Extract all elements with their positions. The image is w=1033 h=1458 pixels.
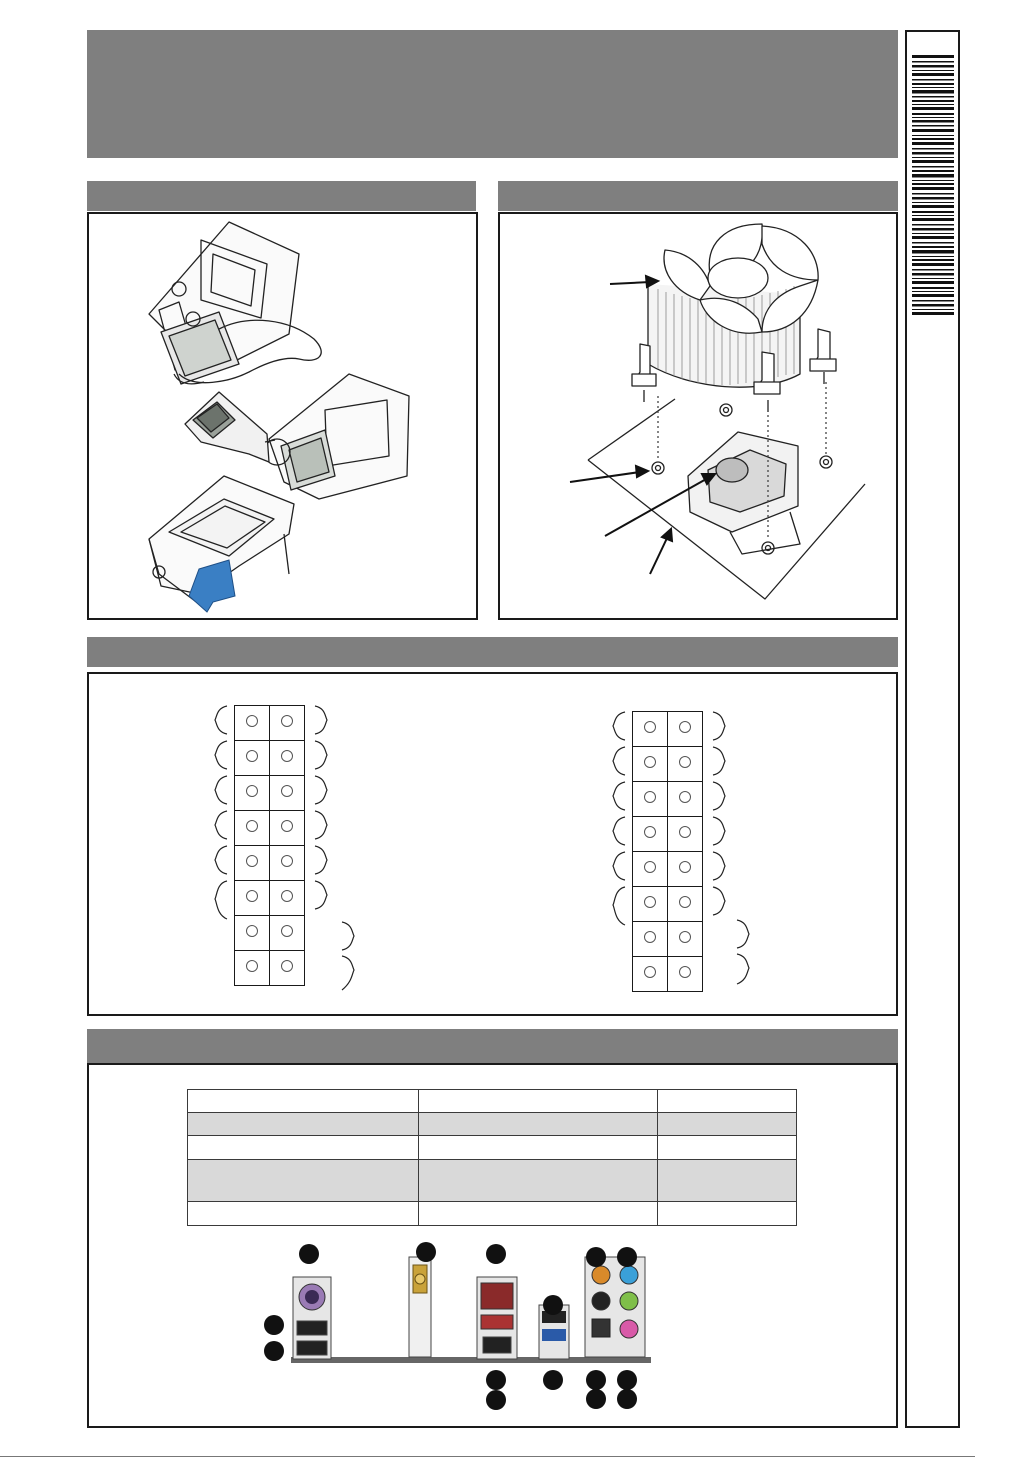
callout-badge <box>543 1370 563 1390</box>
table-cell <box>188 1202 419 1226</box>
section-bar-io <box>87 1029 898 1063</box>
callout-badge <box>486 1370 506 1390</box>
table-row <box>188 1090 797 1113</box>
table-cell <box>658 1202 797 1226</box>
pin-brackets-left <box>207 702 357 996</box>
table-cell <box>418 1136 658 1160</box>
io-panel <box>87 1063 898 1428</box>
callout-badge <box>543 1295 563 1315</box>
table-cell <box>188 1090 419 1113</box>
table-cell <box>418 1160 658 1202</box>
section-bar-processor <box>87 181 476 211</box>
table-cell <box>188 1160 419 1202</box>
table-cell <box>418 1090 658 1113</box>
callout-badge <box>617 1389 637 1409</box>
table-row <box>188 1136 797 1160</box>
page-title-banner <box>87 30 898 158</box>
table-cell <box>658 1160 797 1202</box>
table-cell <box>418 1113 658 1136</box>
footer-rule <box>0 1456 975 1457</box>
table-cell <box>658 1113 797 1136</box>
pin-brackets-right <box>603 708 753 986</box>
callout-badge <box>264 1341 284 1361</box>
processor-panel <box>87 212 478 620</box>
headers-panel <box>87 672 898 1016</box>
callout-badge <box>299 1244 319 1264</box>
callout-badge <box>586 1370 606 1390</box>
table-cell <box>658 1136 797 1160</box>
rear-io-panel-illustration-icon <box>249 1237 669 1417</box>
heatsink-panel <box>498 212 898 620</box>
cpu-socket-illustration-icon <box>89 214 476 618</box>
callout-badge <box>486 1390 506 1410</box>
callout-badge <box>586 1389 606 1409</box>
callout-badge <box>486 1244 506 1264</box>
table-row <box>188 1113 797 1136</box>
section-bar-headers <box>87 637 898 667</box>
callout-badge <box>416 1242 436 1262</box>
spec-table <box>187 1089 797 1226</box>
barcode-icon <box>912 55 954 317</box>
callout-badge <box>264 1315 284 1335</box>
table-row <box>188 1202 797 1226</box>
callout-badge <box>617 1247 637 1267</box>
callout-badge <box>617 1370 637 1390</box>
section-bar-heatsink <box>498 181 898 211</box>
table-cell <box>418 1202 658 1226</box>
table-cell <box>188 1136 419 1160</box>
table-cell <box>658 1090 797 1113</box>
cpu-cooler-illustration-icon <box>500 214 896 618</box>
table-row <box>188 1160 797 1202</box>
table-cell <box>188 1113 419 1136</box>
callout-badge <box>586 1247 606 1267</box>
